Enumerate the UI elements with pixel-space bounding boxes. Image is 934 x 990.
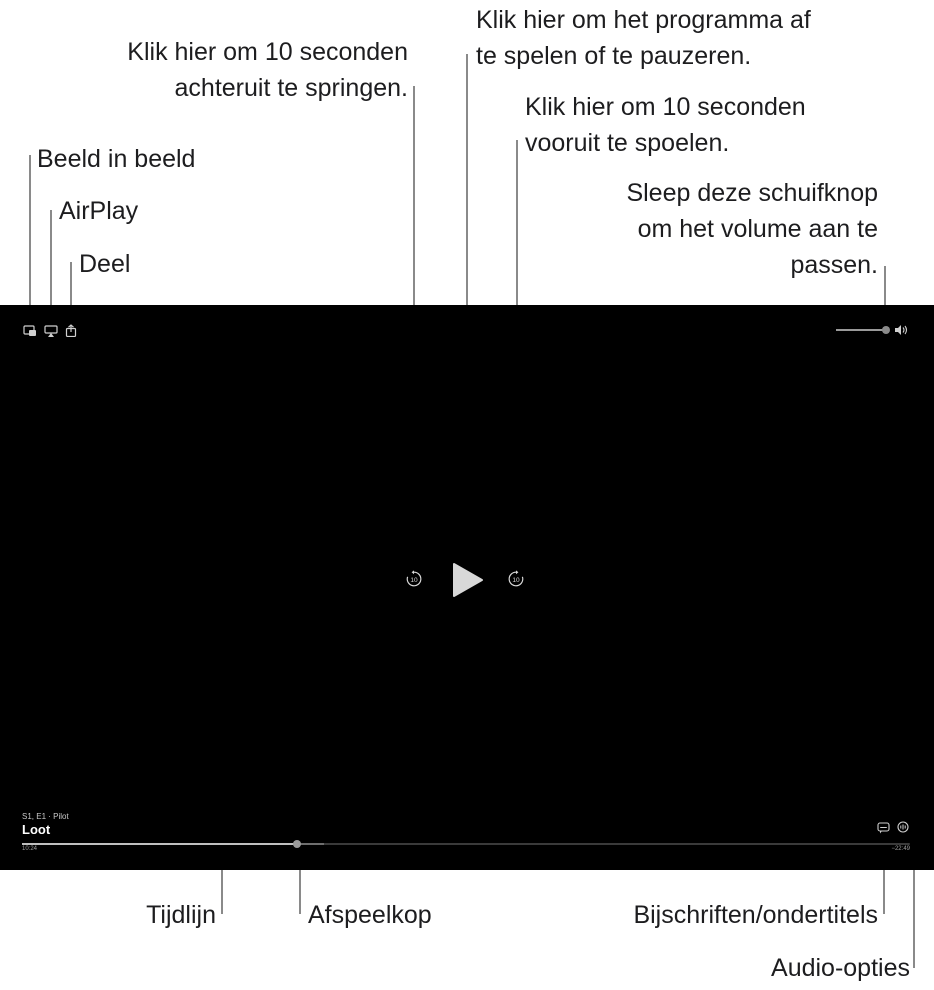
- callout-skip-forward: Klik hier om 10 seconden vooruit te spoelen.: [525, 93, 806, 157]
- playhead[interactable]: [293, 840, 301, 848]
- svg-text:10: 10: [512, 577, 520, 584]
- share-icon[interactable]: [65, 324, 77, 337]
- skip-back-10-icon[interactable]: [405, 570, 423, 588]
- skip-forward-10-icon[interactable]: [507, 570, 525, 588]
- remaining-time: −22:49: [891, 846, 910, 852]
- callout-pip: Beeld in beeld: [37, 145, 196, 173]
- airplay-icon[interactable]: [44, 325, 58, 337]
- video-player[interactable]: [0, 305, 934, 870]
- picture-in-picture-icon[interactable]: [23, 325, 37, 337]
- elapsed-time: 10:24: [22, 846, 38, 852]
- callout-timeline: Tijdlijn: [146, 901, 216, 929]
- play-icon[interactable]: [451, 561, 485, 599]
- volume-fill: [836, 329, 886, 331]
- show-title: Loot: [22, 822, 51, 837]
- callout-volume: Sleep deze schuifknop om het volume aan te passen.: [626, 179, 878, 279]
- leader-pip: [29, 155, 31, 323]
- subtitles-icon[interactable]: [877, 822, 890, 834]
- callout-audio: Audio-opties: [771, 954, 910, 982]
- callout-share: Deel: [79, 250, 131, 278]
- callout-play-pause: Klik hier om het programma af te spelen of te pauzeren.: [476, 6, 811, 70]
- callout-airplay: AirPlay: [59, 197, 139, 225]
- timeline-progress: [22, 843, 297, 845]
- speaker-volume-icon[interactable]: [894, 324, 910, 336]
- volume-knob[interactable]: [882, 326, 890, 334]
- callout-subtitles: Bijschriften/ondertitels: [633, 901, 878, 929]
- audio-options-icon[interactable]: [897, 821, 909, 833]
- timeline[interactable]: [22, 843, 910, 845]
- episode-label: S1, E1 · Pilot: [22, 812, 69, 821]
- svg-text:10: 10: [410, 577, 418, 584]
- callout-skip-back: Klik hier om 10 seconden achteruit te springen.: [127, 38, 408, 102]
- callout-playhead: Afspeelkop: [308, 901, 432, 929]
- volume-slider[interactable]: [836, 329, 886, 331]
